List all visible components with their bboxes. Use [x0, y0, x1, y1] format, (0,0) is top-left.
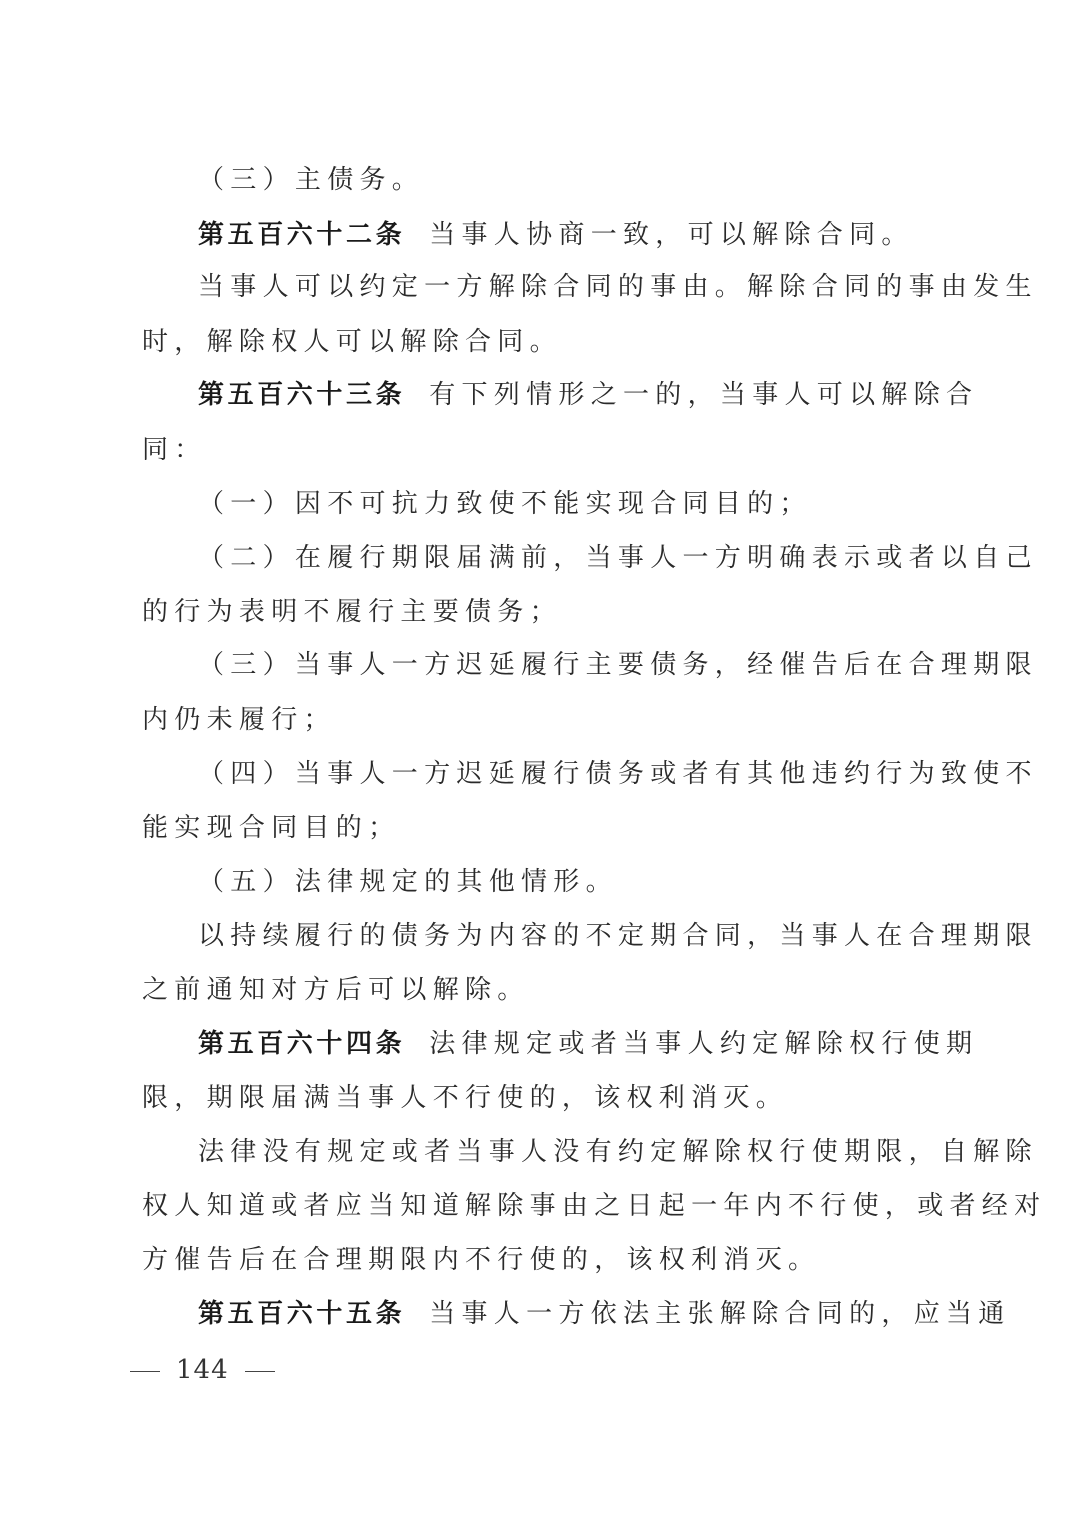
list-item: （三）主债务。 — [198, 165, 425, 195]
list-item: （一）因不可抗力致使不能实现合同目的； — [198, 489, 812, 519]
paragraph-line: 时，解除权人可以解除合同。 — [142, 327, 562, 357]
paragraph-line: 的行为表明不履行主要债务； — [142, 597, 562, 627]
list-item: （三）当事人一方迟延履行主要债务，经催告后在合理期限 — [198, 650, 1038, 680]
paragraph-line: 以持续履行的债务为内容的不定期合同，当事人在合理期限 — [198, 921, 1038, 951]
article-number: 第五百六十四条 — [198, 1029, 406, 1059]
article-heading-563: 第五百六十三条 有下列情形之一的，当事人可以解除合 — [198, 380, 979, 410]
article-number: 第五百六十五条 — [198, 1299, 406, 1329]
page-number: 144 — [176, 1355, 229, 1385]
paragraph-line: 方催告后在合理期限内不行使的，该权利消灭。 — [142, 1245, 821, 1275]
page-footer — [130, 1350, 275, 1390]
paragraph-line: 同： — [142, 435, 207, 465]
paragraph-line: 能实现合同目的； — [142, 813, 401, 843]
footer-dash-right — [245, 1371, 275, 1372]
article-heading-564: 第五百六十四条 法律规定或者当事人约定解除权行使期 — [198, 1029, 979, 1059]
paragraph-line: 之前通知对方后可以解除。 — [142, 975, 530, 1005]
list-item: （四）当事人一方迟延履行债务或者有其他违约行为致使不 — [198, 759, 1038, 789]
list-item: （二）在履行期限届满前，当事人一方明确表示或者以自己 — [198, 543, 1038, 573]
footer-dash-left — [130, 1371, 160, 1372]
article-heading-565: 第五百六十五条 当事人一方依法主张解除合同的，应当通 — [198, 1299, 1011, 1329]
paragraph-line: 权人知道或者应当知道解除事由之日起一年内不行使，或者经对 — [142, 1191, 1047, 1221]
list-item: （五）法律规定的其他情形。 — [198, 867, 618, 897]
article-heading-562: 第五百六十二条 当事人协商一致，可以解除合同。 — [198, 220, 914, 250]
paragraph-line: 限，期限届满当事人不行使的，该权利消灭。 — [142, 1083, 789, 1113]
paragraph-line: 法律没有规定或者当事人没有约定解除权行使期限，自解除 — [198, 1137, 1038, 1167]
paragraph-line: 内仍未履行； — [142, 705, 336, 735]
article-number: 第五百六十二条 — [198, 220, 406, 250]
article-number: 第五百六十三条 — [198, 380, 406, 410]
paragraph-line: 当事人可以约定一方解除合同的事由。解除合同的事由发生 — [198, 272, 1038, 302]
